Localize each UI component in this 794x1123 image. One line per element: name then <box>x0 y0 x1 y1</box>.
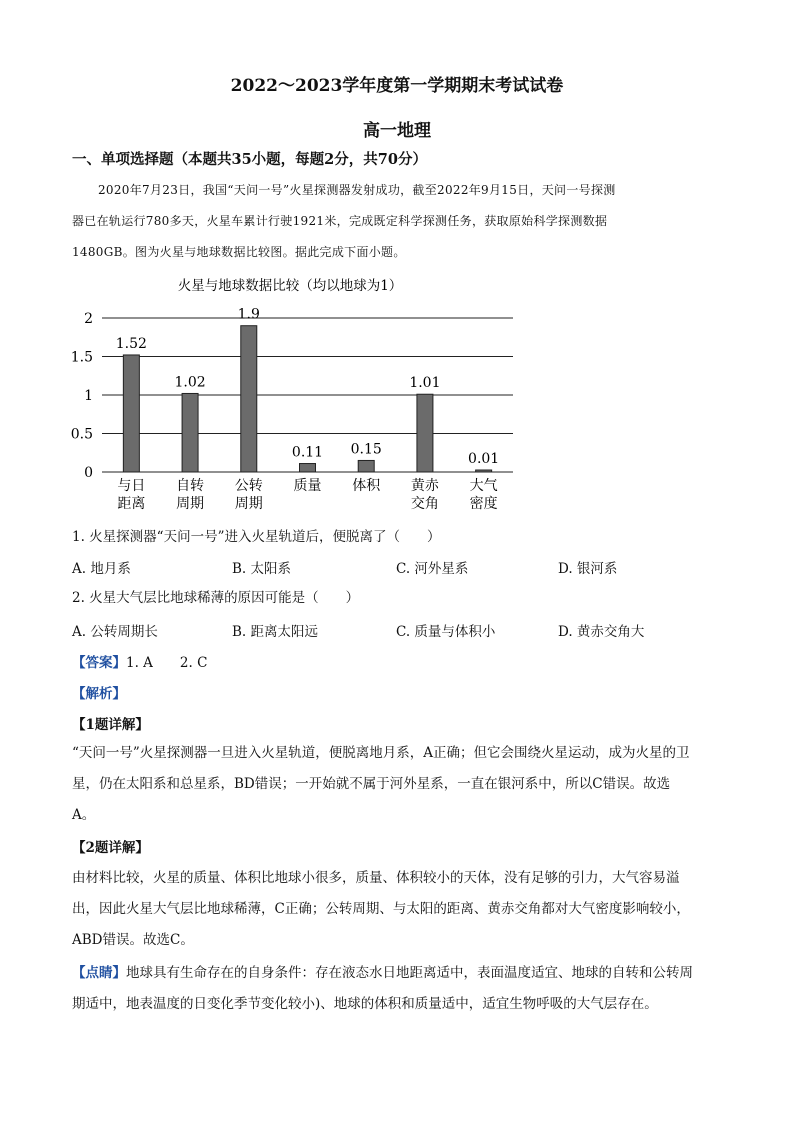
category-label-2-1: 周期 <box>234 496 263 512</box>
y-tick-label-1: 0.5 <box>70 426 93 443</box>
detail-1-line-2: 星，仍在太阳系和总星系，BD错误；一开始就不属于河外星系，一直在银河系中，所以C错误。故选 <box>72 776 671 792</box>
analysis-tag: 【解析】 <box>72 686 126 702</box>
tip-line-2: 期适中，地表温度的日变化季节变化较小)、地球的体积和质量适中，适宜生物呼吸的大气层存在。 <box>72 996 658 1012</box>
q2-option-d[interactable]: D. 黄赤交角大 <box>558 624 645 640</box>
category-label-0-1: 距离 <box>117 496 146 512</box>
category-label-4-0: 体积 <box>352 478 381 494</box>
section-heading: 一、单项选择题（本题共35小题，每题2分，共70分） <box>72 151 427 168</box>
category-label-5-1: 交角 <box>410 496 439 512</box>
q2-option-b[interactable]: B. 距离太阳远 <box>232 624 319 640</box>
bar-5 <box>417 394 433 472</box>
bar-0 <box>123 355 139 472</box>
chart-title: 火星与地球数据比较（均以地球为1） <box>177 278 403 294</box>
bar-6 <box>476 470 492 472</box>
detail-2-line-3: ABD错误。故选C。 <box>72 932 194 948</box>
category-label-3-0: 质量 <box>293 478 322 494</box>
detail-1-tag: 【1题详解】 <box>72 717 149 733</box>
page-subtitle: 高一地理 <box>363 121 431 141</box>
material-line-2: 器已在轨运行780多天，火星车累计行驶1921米，完成既定科学探测任务，获取原始科学探测数据 <box>72 214 608 228</box>
data-label-4: 0.15 <box>350 441 382 458</box>
question-1-stem: 1. 火星探测器“天问一号”进入火星轨道后，便脱离了（ ） <box>72 529 441 545</box>
tip-line-1 <box>72 958 722 988</box>
category-label-1-1: 周期 <box>176 496 205 512</box>
q1-option-a[interactable]: A. 地月系 <box>72 561 131 577</box>
page-title: 2022～2023学年度第一学期期末考试试卷 <box>230 76 564 96</box>
q1-option-c[interactable]: C. 河外星系 <box>396 561 469 577</box>
data-label-3: 0.11 <box>291 444 324 461</box>
tip-text-1: 地球具有生命存在的自身条件：存在液态水日地距离适中，表面温度适宜、地球的自转和公转周 <box>126 965 693 981</box>
material-line-1: 2020年7月23日，我国“天问一号”火星探测器发射成功，截至2022年9月15日，天问一号探测 <box>98 183 616 197</box>
data-label-5: 1.01 <box>409 375 441 392</box>
data-label-2: 1.9 <box>237 306 260 323</box>
detail-2-line-2: 出，因此火星大气层比地球稀薄，C正确；公转周期、与太阳的距离、黄赤交角都对大气密度影响较小， <box>72 901 690 917</box>
data-label-6: 0.01 <box>468 451 500 467</box>
detail-2-tag: 【2题详解】 <box>72 840 149 856</box>
question-2-stem: 2. 火星大气层比地球稀薄的原因可能是（ ） <box>72 590 360 606</box>
q1-option-b[interactable]: B. 太阳系 <box>232 561 292 577</box>
category-label-1-0: 自转 <box>176 478 205 494</box>
data-label-0: 1.52 <box>115 335 147 352</box>
bar-2 <box>241 326 257 472</box>
data-label-1: 1.02 <box>174 374 206 391</box>
q2-option-a[interactable]: A. 公转周期长 <box>72 624 158 640</box>
q2-option-c[interactable]: C. 质量与体积小 <box>396 624 496 640</box>
mars-earth-bar-chart <box>60 268 530 518</box>
tip-tag: 【点睛】 <box>72 965 126 981</box>
answer-text: 1. A 2. C <box>126 655 208 671</box>
detail-2-line-1: 由材料比较，火星的质量、体积比地球小很多，质量、体积较小的天体，没有足够的引力，大气容易溢 <box>72 870 680 886</box>
q1-option-d[interactable]: D. 银河系 <box>558 561 618 577</box>
material-line-3: 1480GB。图为火星与地球数据比较图。据此完成下面小题。 <box>72 245 406 259</box>
category-label-0-0: 与日 <box>117 478 146 494</box>
bar-4 <box>358 460 374 472</box>
y-tick-label-4: 2 <box>84 311 93 327</box>
category-label-2-0: 公转 <box>234 478 263 494</box>
answer-tag: 【答案】 <box>72 655 126 671</box>
detail-1-line-1: “天问一号”火星探测器一旦进入火星轨道，便脱离地月系，A正确；但它会围绕火星运动，成为火星的卫 <box>72 745 690 761</box>
answer-row <box>72 651 207 671</box>
bar-3 <box>300 464 316 472</box>
category-label-6-0: 大气 <box>469 478 498 494</box>
category-label-6-1: 密度 <box>469 496 498 512</box>
y-tick-label-0: 0 <box>84 465 93 481</box>
category-label-5-0: 黄赤 <box>410 478 439 494</box>
chart-bars <box>116 307 499 512</box>
detail-1-line-3: A。 <box>72 807 96 823</box>
y-tick-label-3: 1.5 <box>70 349 93 366</box>
bar-1 <box>182 393 198 472</box>
y-tick-label-2: 1 <box>84 388 93 404</box>
